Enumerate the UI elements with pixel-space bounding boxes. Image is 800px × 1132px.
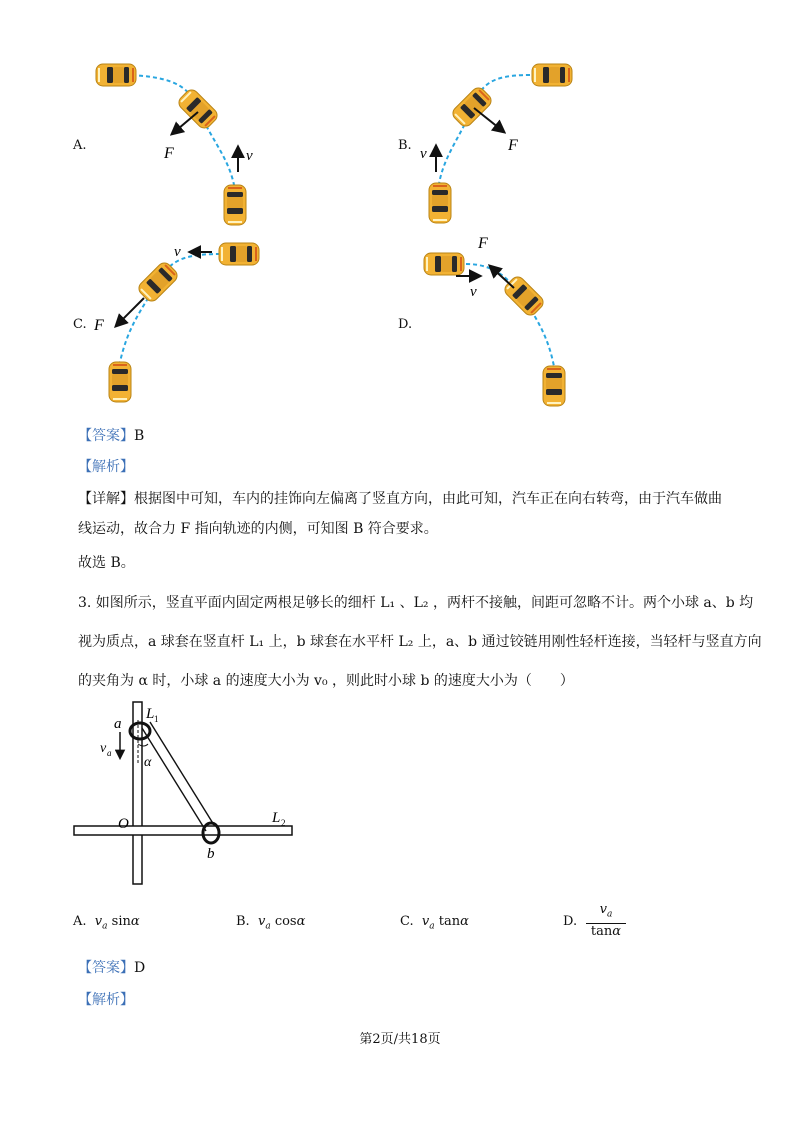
option-d-label: D. [398,317,413,332]
car-icon [136,260,180,304]
detail-tag: 【详解】 [78,491,134,507]
label-a: a [114,716,122,732]
car-icon [109,362,131,402]
q3-figure [70,700,310,895]
answer-2 [78,426,144,446]
label-l1: L [146,706,155,722]
q3-line-2: 视为质点，a 球套在竖直杆 L₁ 上，b 球套在水平杆 L₂ 上，a、b 通过铰链用刚性轻杆连接，当轻杆与竖直方向 [78,634,762,650]
car-icon [429,183,451,223]
light-rod [142,728,206,831]
q3-option-c: C. $v_a$ tanα [400,914,469,932]
label-alpha: α [144,755,152,770]
velocity-label: v [420,146,427,162]
force-label: F [508,137,518,154]
velocity-label: v [174,244,181,260]
page-footer: 第2页/共18页 [359,1032,441,1047]
force-arrow [490,266,514,288]
option-a-label: A. [73,138,87,153]
svg-text:a: a [107,748,112,758]
q3-option-b: B. $v_a$ cosα [236,914,306,932]
detail-line-1 [78,489,722,509]
analysis-tag-3: 【解析】 [78,992,134,1008]
velocity-label: v [470,284,477,300]
q3-line-3: 的夹角为 α 时，小球 a 的速度大小为 v₀ ，则此时小球 b 的速度大小为（ ） [78,673,574,689]
detail-conclusion: 故选 B。 [78,555,135,571]
detail-text: 根据图中可知，车内的挂饰向左偏离了竖直方向，由此可知，汽车正在向右转弯，由于汽车做曲 [134,491,722,507]
q3-line-1: 3. 如图所示，竖直平面内固定两根足够长的细杆 L₁ 、L₂ ，两杆不接触，间距可忽略不计。两个小球 a、b 均 [78,595,754,611]
analysis-tag: 【解析】 [78,459,134,475]
label-b: b [207,846,215,862]
q3-option-d-letter: D. [563,914,578,929]
car-icon [502,274,546,318]
q3-option-a: A. $v_a$ sinα [73,914,140,932]
option-b-label: B. [398,138,412,153]
car-icon [96,64,136,86]
label-o: O [118,816,129,832]
vertical-rod [133,702,142,884]
option-c-diagram [80,232,280,412]
answer-tag: 【答案】 [78,960,134,976]
horizontal-rod [74,826,292,835]
option-a-diagram [80,50,280,240]
label-va: v [100,741,107,756]
option-d-diagram [410,232,610,412]
car-icon [424,253,464,275]
option-b-diagram [410,50,610,240]
answer-tag: 【答案】 [78,428,134,444]
detail-line-2: 线运动，故合力 F 指向轨迹的内侧，可知图 B 符合要求。 [78,521,438,537]
answer-3 [78,958,145,978]
answer-value: D [134,960,146,976]
force-label: F [164,145,174,162]
force-arrow [172,112,198,134]
car-icon [450,85,494,129]
svg-text:1: 1 [154,714,159,724]
force-label: F [94,317,104,334]
car-icon [532,64,572,86]
car-icon [219,243,259,265]
velocity-label: v [246,148,253,164]
car-icon [224,185,246,225]
car-icon [543,366,565,406]
answer-value: B [134,428,145,444]
force-label: F [478,235,488,252]
q3-option-d-fraction: $v_a$ tanα [586,902,626,940]
svg-text:2: 2 [281,818,286,828]
label-l2: L [272,810,281,826]
force-arrow [474,108,504,132]
option-c-label: C. [73,317,87,332]
